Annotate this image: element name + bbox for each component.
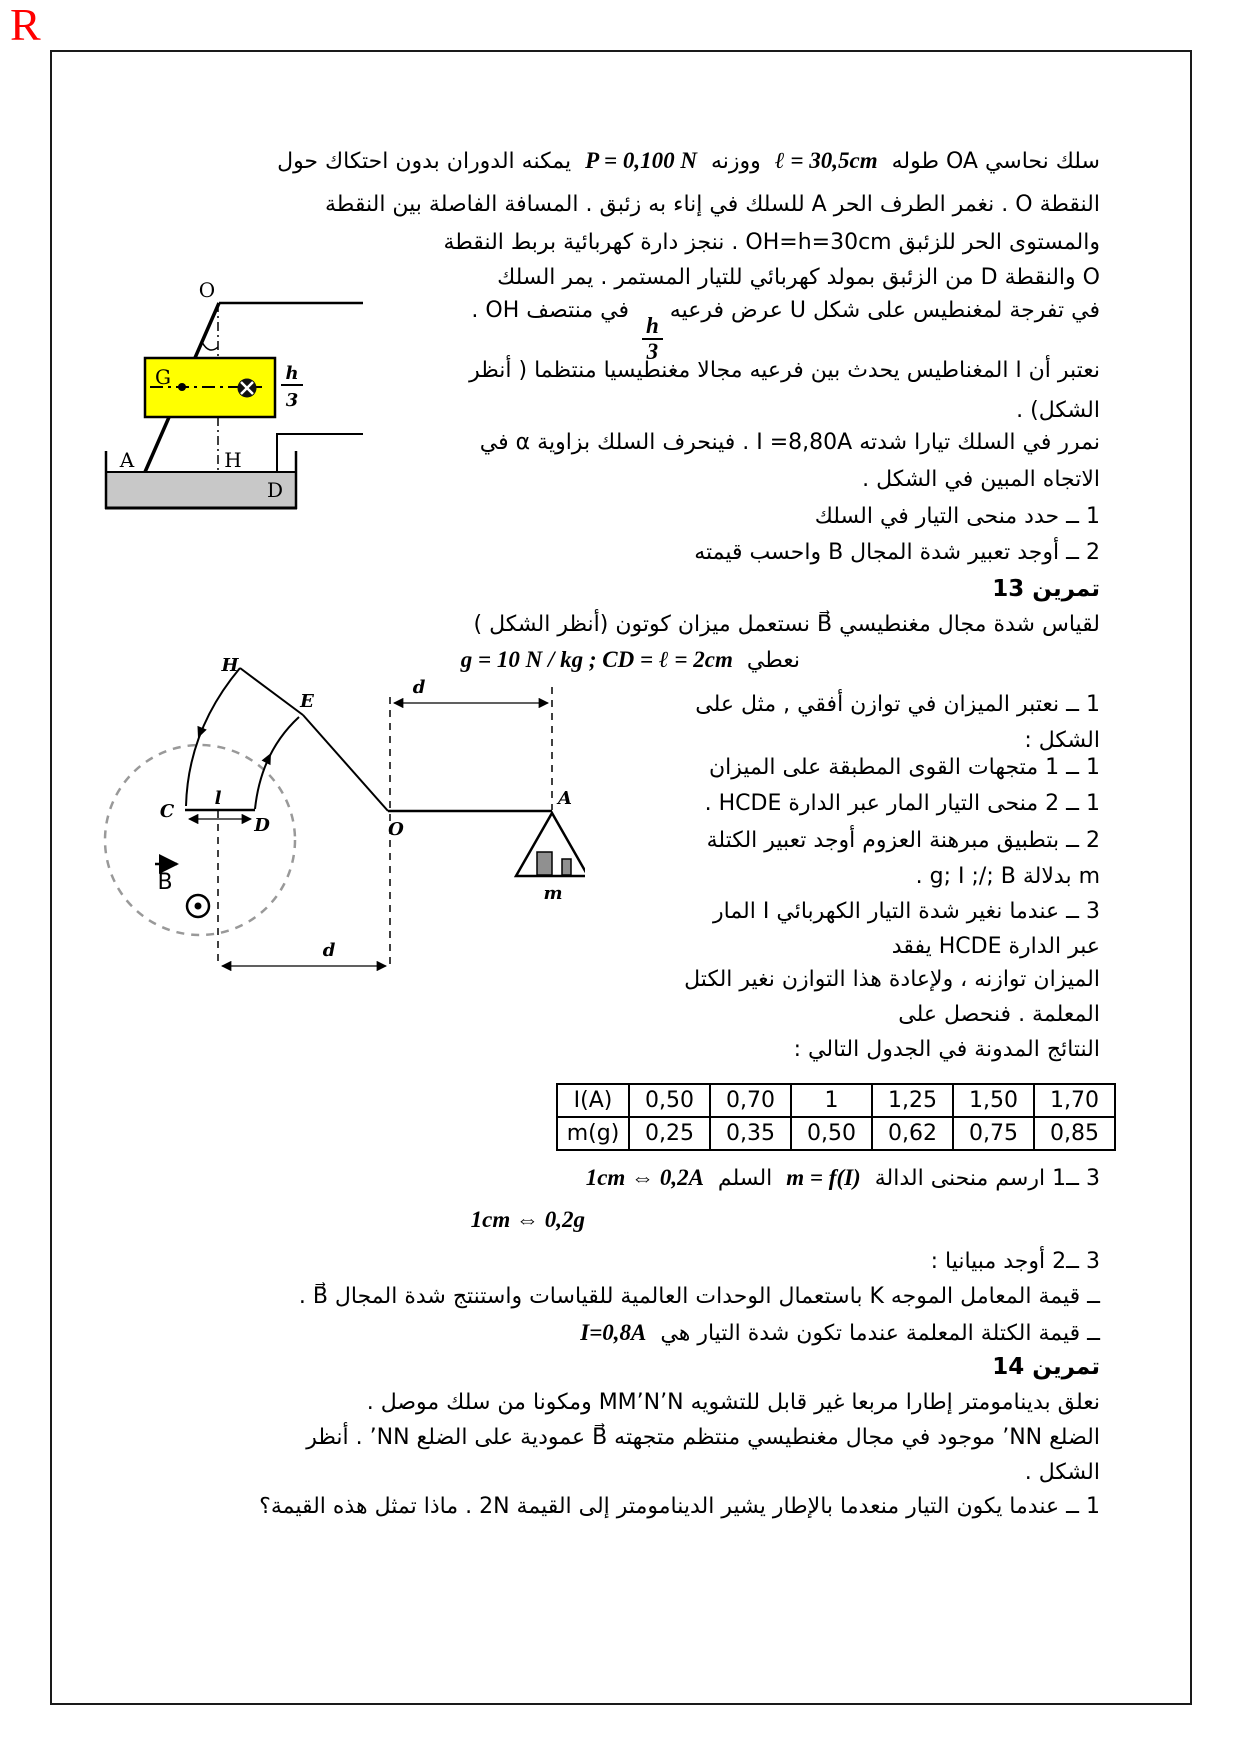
point-h-label: H — [221, 655, 239, 676]
point-h-label: H — [224, 448, 242, 472]
exercise-14-title: تمرين 14 — [992, 1354, 1100, 1380]
point-e-label: E — [300, 691, 314, 712]
function-m-of-i: m = f(I) — [786, 1165, 861, 1190]
ex13-q3-2: 3 ــ2 أوجد مبيانيا : — [930, 1249, 1100, 1274]
current-arrow-on-ed-arc — [262, 751, 276, 765]
point-o-label: O — [388, 819, 404, 840]
corner-letter: R — [10, 0, 41, 50]
point-o-label: O — [198, 278, 216, 302]
point-d-label: D — [254, 815, 270, 836]
current-value: 1 — [791, 1084, 872, 1117]
figure-wire-magnet-mercury — [100, 275, 372, 517]
field-into-page-icon — [238, 379, 257, 398]
ex12-line5-b: في منتصف OH . — [471, 298, 629, 323]
mass-block-large — [537, 852, 552, 875]
distance-d-top-label: d — [412, 677, 426, 698]
ex14-line2: الضلع NN’ موجود في مجال مغنطيسي منتظم متجهته B⃗ عمودية على الضلع NN’ . أنظر — [306, 1425, 1100, 1450]
ex12-length-value: ℓ = 30,5cm — [774, 148, 878, 173]
point-c-label: C — [159, 801, 175, 822]
mass-value: 0,50 — [791, 1117, 872, 1150]
scale-current: 1cm ⇔ 0,2A — [585, 1165, 704, 1190]
distance-d-bottom-label: d — [322, 940, 336, 961]
b-vector-label — [155, 864, 177, 895]
ex13-q1-line2: الشكل : — [1024, 728, 1100, 753]
ex13-q3-2b — [580, 1318, 1100, 1349]
row-header-current: I(A) — [557, 1084, 629, 1117]
mass-block-small — [562, 859, 571, 875]
current-arrow-on-hc-arc — [193, 726, 206, 740]
ex13-q3-2b-text: ــ قيمة الكتلة المعلمة عندما تكون شدة التيار هي — [660, 1321, 1100, 1346]
ex12-line1-c: يمكنه الدوران بدون احتكاك حول — [277, 149, 572, 174]
ex14-question1: 1 ــ عندما يكون التيار منعدما بالإطار يشير الدينامومتر إلى القيمة 2N . ماذا تمثل هذه القيمة؟ — [259, 1494, 1100, 1519]
point-a-label: A — [119, 448, 135, 472]
ex13-q3-1 — [586, 1163, 1100, 1194]
ex13-q3-line5: النتائج المدونة في الجدول التالي : — [793, 1037, 1100, 1062]
ex12-line4: O والنقطة D من الزئبق بمولد كهربائي للتيار المستمر . يمر السلك — [497, 265, 1100, 290]
arc-h-to-c — [186, 668, 240, 806]
ex12-line1-b: ووزنه — [711, 149, 761, 174]
current-value: 0,50 — [629, 1084, 710, 1117]
right-circuit-wire — [277, 434, 363, 471]
point-a-label: A — [558, 788, 572, 809]
ex12-question2: 2 ــ أوجد تعبير شدة المجال B واحسب قيمته — [694, 540, 1100, 565]
mass-m-label: m — [543, 883, 563, 904]
segment-e-o — [303, 715, 388, 811]
arc-e-to-d — [255, 717, 299, 809]
current-value: 0,70 — [710, 1084, 791, 1117]
ex12-line5 — [471, 296, 1100, 364]
ex12-line5-a: في تفرجة لمغنطيس على شكل U عرض فرعيه — [669, 298, 1100, 323]
exercise-13-title: تمرين 13 — [992, 576, 1100, 602]
ex13-intro: لقياس شدة مجال مغنطيسي B⃗ نستعمل ميزان كوتون (أنظر الشكل ) — [473, 612, 1100, 637]
plot-instruction-b: السلم — [717, 1166, 773, 1191]
fraction-denominator: 3 — [646, 339, 659, 365]
mass-value: 0,35 — [710, 1117, 791, 1150]
segment-h-e — [240, 668, 303, 715]
ex13-q2-line1: 2 ــ بتطبيق مبرهنة العزوم أوجد تعبير الكتلة — [706, 828, 1100, 853]
ex13-q3-2a: ــ قيمة المعامل الموجه K باستعمال الوحدات العالمية للقياسات واستنتج شدة المجال B⃗ . — [298, 1284, 1100, 1309]
ex13-q2-line2: m بدلالة g; I ;/; B . — [915, 864, 1100, 889]
mass-value: 0,25 — [629, 1117, 710, 1150]
table-row-current — [557, 1084, 1115, 1117]
ex13-q3-line1: 3 ــ عندما نغير شدة التيار الكهربائي I المار — [713, 899, 1100, 924]
ex12-line8: نمرر في السلك تيارا شدته I =8,80A . فينحرف السلك بزاوية α في — [479, 430, 1100, 455]
point-g-label: G — [155, 365, 171, 389]
length-l-label: l — [214, 788, 222, 809]
ex13-q1-2: 1 ــ 2 منحى التيار المار عبر الدارة HCDE . — [704, 791, 1100, 816]
h-over-3-fraction — [281, 363, 303, 411]
ex13-q1-1: 1 ــ 1 متجهات القوى المطبقة على الميزان — [708, 755, 1100, 780]
figure-cotton-balance — [85, 635, 585, 980]
ex14-line1: نعلق بدينامومتر إطارا مربعا غير قابل للتشويه MM’N’N ومكونا من سلك موصل . — [366, 1390, 1100, 1415]
ex12-weight-value: P = 0,100 N — [585, 148, 698, 173]
row-header-mass: m(g) — [557, 1117, 629, 1150]
mass-value: 0,85 — [1034, 1117, 1115, 1150]
b-letter: B — [157, 870, 173, 895]
given-values: g = 10 N / kg ; CD = ℓ = 2cm — [460, 647, 733, 672]
ex13-q1-line1: 1 ــ نعتبر الميزان في توازن أفقي , مثل على — [695, 692, 1100, 717]
point-g-dot — [178, 383, 186, 391]
fraction-3: 3 — [285, 390, 299, 411]
current-value: 1,50 — [953, 1084, 1034, 1117]
ex12-question1: 1 ــ حدد منحى التيار في السلك — [814, 504, 1100, 529]
current-value: 1,70 — [1034, 1084, 1115, 1117]
mass-value: 0,62 — [872, 1117, 953, 1150]
measurements-table — [556, 1083, 1116, 1151]
scale-mass: 1cm ⇔ 0,2g — [470, 1207, 585, 1232]
ex13-q3-2b-current: I=0,8A — [580, 1320, 647, 1345]
ex12-line9: الاتجاه المبين في الشكل . — [862, 467, 1100, 492]
ex12-line1 — [277, 146, 1100, 177]
mass-value: 0,75 — [953, 1117, 1034, 1150]
ex12-line6: نعتبر أن ا المغناطيس يحدث بين فرعيه مجالا مغنطيسيا منتظما ( أنظر — [469, 358, 1100, 383]
fraction-numerator: h — [642, 314, 663, 340]
field-out-of-page-icon — [187, 895, 209, 917]
ex13-q3-line4: المعلمة . فنحصل على — [898, 1002, 1100, 1027]
fraction-h: h — [285, 363, 299, 384]
ex13-q3-line2: عبر الدارة HCDE يفقد — [891, 934, 1100, 959]
point-d-label: D — [266, 478, 284, 502]
ex12-line1-a: سلك نحاسي OA طوله — [891, 149, 1100, 174]
ex14-line3: الشكل . — [1024, 1460, 1100, 1485]
ex12-line2: النقطة O . نغمر الطرف الحر A للسلك في إناء به زئبق . المسافة الفاصلة بين النقطة — [325, 192, 1100, 217]
table-row-mass — [557, 1117, 1115, 1150]
current-value: 1,25 — [872, 1084, 953, 1117]
plot-instruction-a: 3 ــ1 ارسم منحنى الدالة — [874, 1166, 1100, 1191]
given-word: نعطي — [746, 648, 800, 673]
ex12-line3: والمستوى الحر للزئبق OH=h=30cm . ننجز دارة كهربائية بربط النقطة — [443, 230, 1100, 255]
ex12-line7: الشكل) . — [1016, 398, 1100, 423]
ex13-q3-line3: الميزان توازنه ، ولإعادة هذا التوازن نغير الكتل — [684, 967, 1100, 992]
angle-arc — [202, 342, 218, 350]
